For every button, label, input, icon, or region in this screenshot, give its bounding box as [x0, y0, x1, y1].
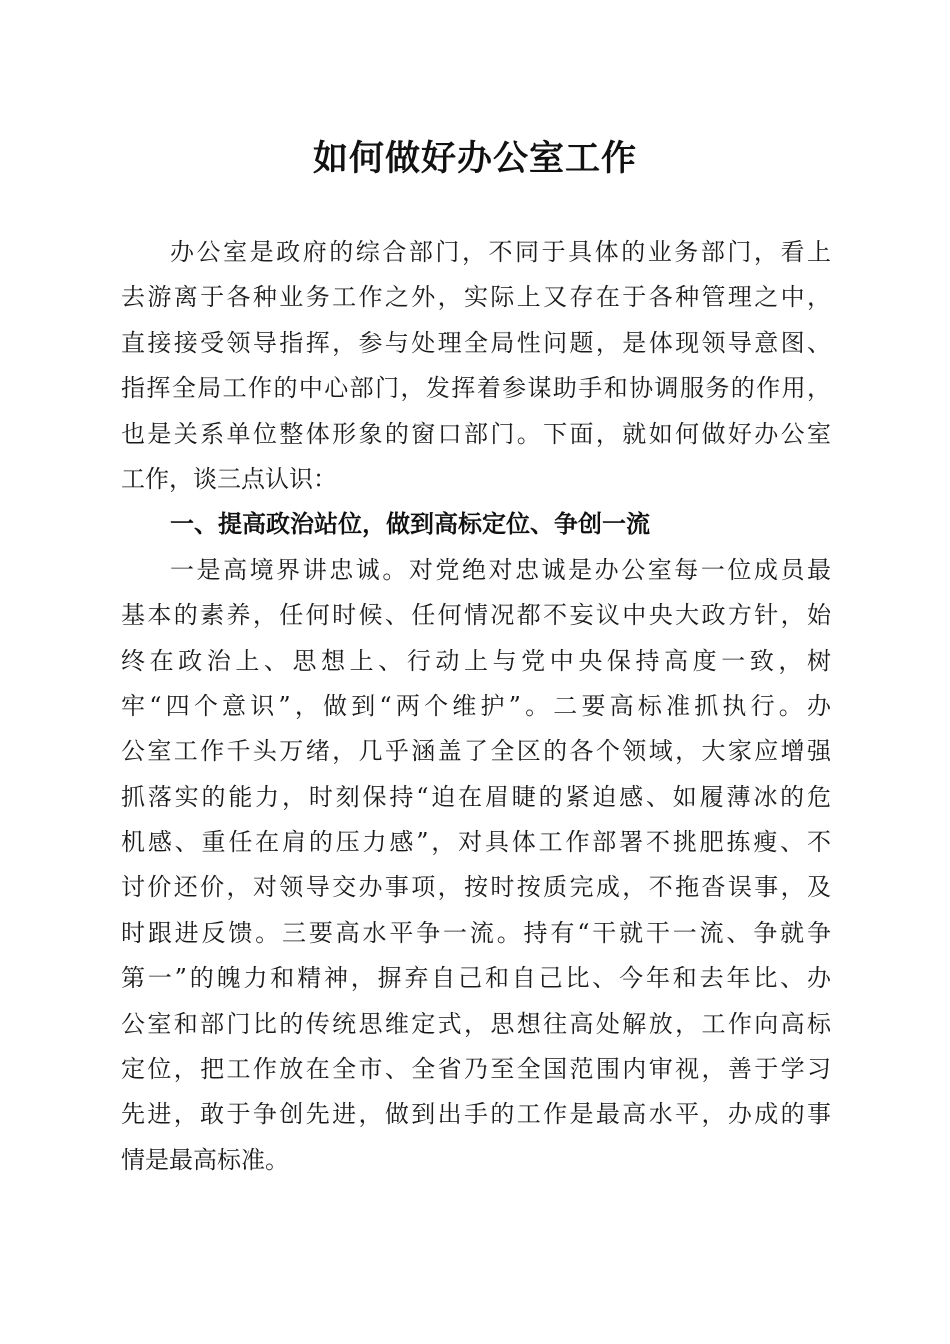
text-line: 指挥全局工作的中心部门，发挥着参谋助手和协调服务的作用，	[121, 374, 831, 403]
text-line: 办公室是政府的综合部门，不同于具体的业务部门，看上	[170, 238, 831, 266]
text-line: 公室和部门比的传统思维定式，思想往高处解放，工作向高标	[121, 1009, 831, 1038]
document-body	[121, 230, 831, 1183]
text-line: 直接接受领导指挥，参与处理全局性问题，是体现领导意图、	[121, 328, 831, 357]
text-line: 基本的素养，任何时候、任何情况都不妄议中央大政方针，始	[121, 601, 831, 630]
text-line: 工作，谈三点认识：	[121, 464, 337, 493]
text-line: 机感、重任在肩的压力感”，对具体工作部署不挑肥拣瘦、不	[121, 828, 831, 857]
section-heading: 一、提高政治站位，做到高标定位、争创一流	[170, 510, 650, 539]
text-line: 也是关系单位整体形象的窗口部门。下面，就如何做好办公室	[121, 419, 831, 448]
text-line: 终在政治上、思想上、行动上与党中央保持高度一致，树	[121, 646, 831, 675]
text-line: 抓落实的能力，时刻保持“迫在眉睫的紧迫感、如履薄冰的危	[121, 782, 831, 811]
text-line: 去游离于各种业务工作之外，实际上又存在于各种管理之中，	[121, 283, 831, 312]
text-line: 牢“四个意识”，做到“两个维护”。二要高标准抓执行。办	[121, 691, 831, 720]
text-line: 时跟进反馈。三要高水平争一流。持有“干就干一流、争就争	[121, 918, 831, 947]
intro-paragraph	[121, 230, 831, 502]
text-line: 一是高境界讲忠诚。对党绝对忠诚是办公室每一位成员最	[170, 555, 831, 584]
text-line: 第一”的魄力和精神，摒弃自己和自己比、今年和去年比、办	[121, 964, 831, 993]
section-paragraph	[121, 548, 831, 1183]
text-line: 先进，敢于争创先进，做到出手的工作是最高水平，办成的事	[121, 1100, 831, 1129]
text-line: 讨价还价，对领导交办事项，按时按质完成，不拖沓误事，及	[121, 873, 831, 902]
text-line: 情是最高标准。	[121, 1145, 289, 1174]
document-title: 如何做好办公室工作	[312, 138, 637, 179]
text-line: 公室工作千头万绪，几乎涵盖了全区的各个领域，大家应增强	[121, 737, 831, 766]
text-line: 定位，把工作放在全市、全省乃至全国范围内审视，善于学习	[121, 1055, 831, 1084]
